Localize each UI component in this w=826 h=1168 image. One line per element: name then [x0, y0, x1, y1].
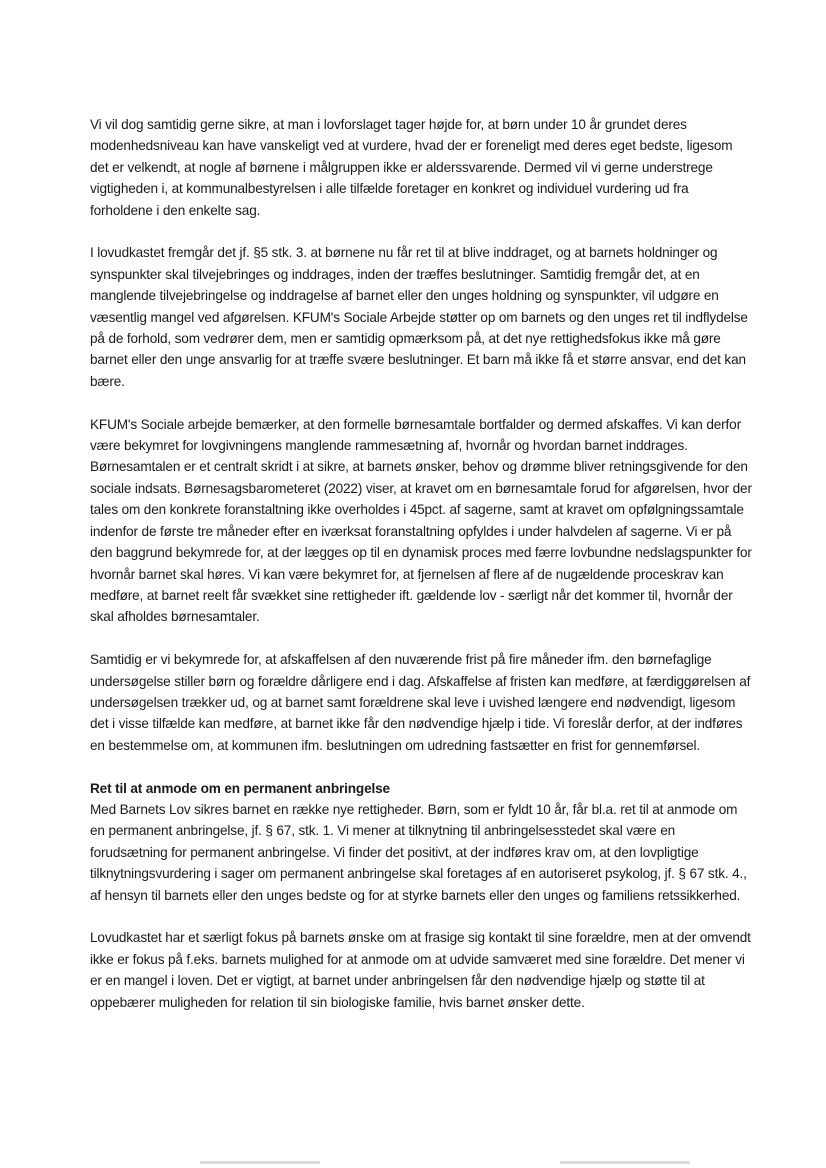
scan-artifact	[560, 1161, 690, 1164]
section-paragraph-1: Med Barnets Lov sikres barnet en række nye rettigheder. Børn, som er fyldt 10 år, får bl.a. ret til at anmode om en permanent anbringelse, jf. § 67, stk. 1. Vi mener at tilknytning til anbringelsesstedet skal være en forudsætning for permanent anbringelse. Vi finder det positivt, at der indføres krav om, at den lovpligtige tilknytningsvurdering i sager om permanent anbringelse skal foretages af en autoriseret psykolog, jf. § 67 stk. 4., af hensyn til barnets eller den unges bedste og for at styrke barnets eller den unges og familiens retssikkerhed.	[90, 801, 747, 903]
section-paragraph-2: Lovudkastet har et særligt fokus på barnets ønske om at frasige sig kontakt til sine forældre, men at der omvendt ikke er fokus på f.eks. barnets mulighed for at anmode om at udvide samværet med sine forældre. Det mener vi er en mangel i loven. Det er vigtigt, at barnet under anbringelsen får den nødvendige hjælp og støtte til at oppebærer muligheden for relation til sin biologiske familie, hvis barnet ønsker dette.	[90, 930, 751, 1010]
body-paragraph-3: KFUM's Sociale arbejde bemærker, at den formelle børnesamtale bortfalder og dermed afskaffes. Vi kan derfor være bekymret for lovgivningens manglende rammesætning af, hvornår og hvordan barnet inddrages. Børnesamtalen er et centralt skridt i at sikre, at barnets ønsker, behov og drømme bliver retningsgivende for den sociale indsats. Børnesagsbarometeret (2022) viser, at kravet om en børnesamtale forud for afgørelsen, hvor der tales om den konkrete foranstaltning ikke overholdes i 45pct. af sagerne, samt at kravet om opfølgningssamtale indenfor de første tre måneder efter en iværksat foranstaltning opfyldes i under halvdelen af sagerne. Vi er på den baggrund bekymrede for, at der lægges op til en dynamisk proces med færre lovbundne nedslagspunkter for hvornår barnet skal høres. Vi kan være bekymret for, at fjernelsen af flere af de nugældende proceskrav kan medføre, at barnet reelt får svækket sine rettigheder ift. gældende lov - særligt når det kommer til, hvornår der skal afholdes børnesamtaler.	[90, 416, 752, 625]
scan-artifact	[200, 1161, 320, 1164]
paragraph-spacer	[90, 628, 754, 649]
document-body	[90, 114, 754, 1013]
paragraph-spacer	[90, 906, 754, 927]
section-heading: Ret til at anmode om en permanent anbringelse	[90, 780, 390, 796]
paragraph-spacer	[90, 756, 754, 777]
body-paragraph-2: I lovudkastet fremgår det jf. §5 stk. 3. at børnene nu får ret til at blive inddraget, og at barnets holdninger og synspunkter skal tilvejebringes og inddrages, inden der træffes beslutninger. Samtidig fremgår det, at en manglende tilvejebringelse og inddragelse af barnet eller den unges holdning og synspunkter, vil udgøre en væsentlig mangel ved afgørelsen. KFUM's Sociale Arbejde støtter op om barnets og den unges ret til indflydelse på de forhold, som vedrører dem, men er samtidig opmærksom på, at det nye rettighedsfokus ikke må gøre barnet eller den unge ansvarlig for at træffe svære beslutninger. Et barn må ikke få et større ansvar, end det kan bære.	[90, 245, 748, 389]
body-paragraph-1: Vi vil dog samtidig gerne sikre, at man i lovforslaget tager højde for, at børn under 10 år grundet deres modenhedsniveau kan have vanskeligt ved at vurdere, hvad der er foreneligt med deres eget bedste, ligesom det er velkendt, at nogle af børnene i målgruppen ikke er alderssvarende. Dermed vil vi gerne understrege vigtigheden i, at kommunalbestyrelsen i alle tilfælde foretager en konkret og individuel vurdering ud fra forholdene i den enkelte sag.	[90, 117, 733, 218]
paragraph-spacer	[90, 221, 754, 242]
body-paragraph-4: Samtidig er vi bekymrede for, at afskaffelsen af den nuværende frist på fire måneder ifm. den børnefaglige undersøgelse stiller børn og forældre dårligere end i dag. Afskaffelse af fristen kan medføre, at færdiggørelsen af undersøgelsen trækker ud, og at barnet samt forældrene skal leve i uvished længere end nødvendigt, ligesom det i visse tilfælde kan medføre, at barnet ikke får den nødvendige hjælp i tide. Vi foreslår derfor, at der indføres en bestemmelse om, at kommunen ifm. beslutningen om udredning fastsætter en frist for gennemførsel.	[90, 652, 751, 753]
paragraph-spacer	[90, 392, 754, 413]
